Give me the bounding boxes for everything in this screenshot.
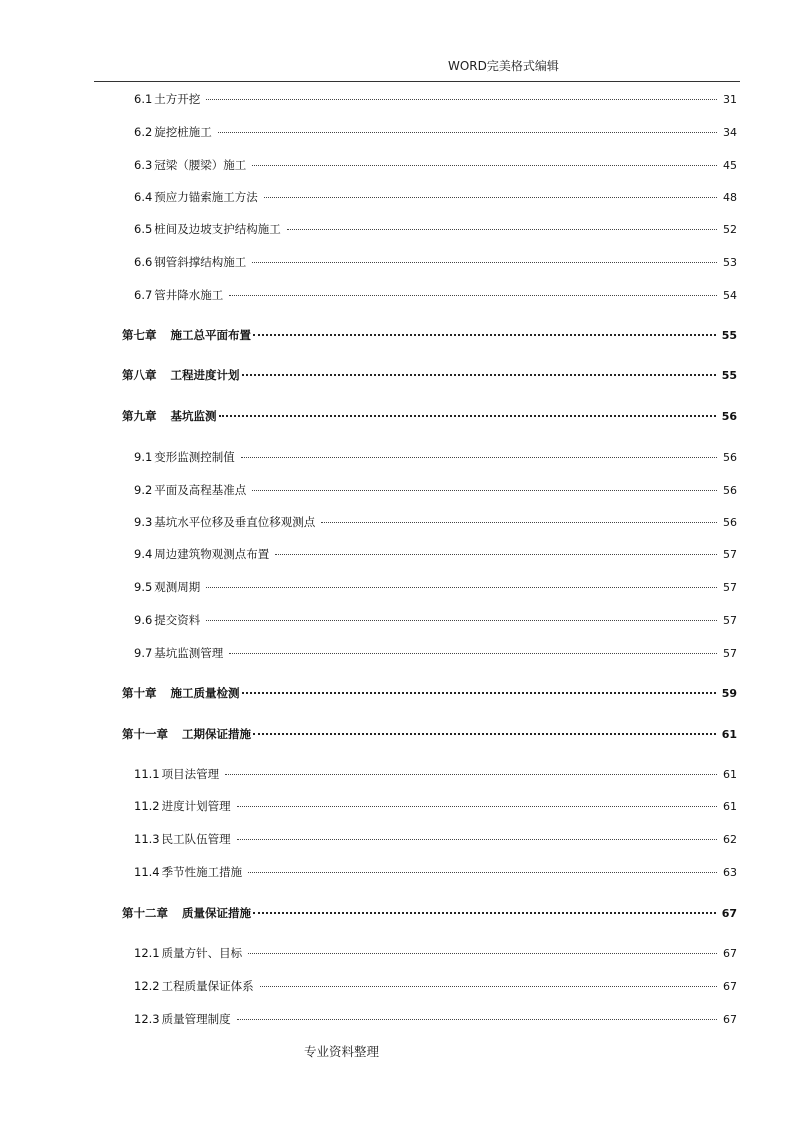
page-footer: 专业资料整理 [304, 1044, 380, 1059]
toc-page-number: 57 [723, 647, 737, 660]
toc-page-number: 62 [723, 833, 737, 846]
toc-entry-number: 11.2 [134, 799, 160, 813]
toc-page-number: 67 [721, 907, 737, 920]
toc-entry-title: 冠梁（腰梁）施工 [154, 158, 247, 172]
toc-page-number: 67 [723, 980, 737, 993]
toc-entry-title: 旋挖桩施工 [154, 125, 212, 139]
toc-entry-number: 第九章 [122, 409, 157, 423]
toc-page-number: 55 [721, 369, 737, 382]
toc-section-entry[interactable] [134, 286, 737, 304]
toc-page-number: 57 [723, 614, 737, 627]
toc-section-entry[interactable] [134, 977, 737, 995]
toc-entry-title: 工程进度计划 [170, 368, 240, 382]
toc-section-entry[interactable] [134, 220, 737, 238]
toc-page-number: 48 [723, 191, 737, 204]
toc-entry-title: 季节性施工措施 [161, 865, 243, 879]
toc-dot-leader [218, 132, 717, 133]
toc-entry-title: 质量管理制度 [161, 1012, 231, 1026]
toc-chapter-entry[interactable] [122, 725, 737, 743]
toc-entry-title: 施工总平面布置 [170, 328, 251, 342]
toc-dot-leader [253, 334, 716, 336]
toc-dot-leader [237, 1019, 717, 1020]
toc-section-entry[interactable] [134, 830, 737, 848]
toc-section-entry[interactable] [134, 797, 737, 815]
toc-chapter-entry[interactable] [122, 326, 737, 344]
toc-page-number: 45 [723, 159, 737, 172]
toc-dot-leader [248, 872, 717, 873]
toc-entry-title: 基坑监测管理 [154, 646, 224, 660]
toc-entry-title: 桩间及边坡支护结构施工 [154, 222, 281, 236]
toc-section-entry[interactable] [134, 123, 737, 141]
toc-entry-number: 11.4 [134, 865, 160, 879]
toc-page-number: 56 [723, 451, 737, 464]
toc-entry-number: 12.2 [134, 979, 160, 993]
toc-dot-leader [206, 99, 717, 100]
toc-chapter-entry[interactable] [122, 684, 737, 702]
toc-entry-number: 6.2 [134, 125, 153, 139]
toc-page-number: 34 [723, 126, 737, 139]
toc-section-entry[interactable] [134, 253, 737, 271]
toc-dot-leader [229, 295, 717, 296]
toc-page-number: 61 [723, 768, 737, 781]
toc-section-entry[interactable] [134, 513, 737, 531]
toc-section-entry[interactable] [134, 611, 737, 629]
toc-entry-number: 9.2 [134, 483, 153, 497]
toc-entry-number: 第十二章 [122, 906, 168, 920]
toc-entry-title: 观测周期 [154, 580, 201, 594]
toc-entry-title: 提交资料 [154, 613, 201, 627]
toc-entry-title: 钢管斜撑结构施工 [154, 255, 247, 269]
toc-dot-leader [252, 262, 717, 263]
toc-entry-number: 第十一章 [122, 727, 168, 741]
toc-dot-leader [253, 733, 716, 735]
toc-entry-number: 第八章 [122, 368, 157, 382]
toc-entry-number: 12.3 [134, 1012, 160, 1026]
toc-section-entry[interactable] [134, 944, 737, 962]
toc-section-entry[interactable] [134, 481, 737, 499]
toc-dot-leader [229, 653, 717, 654]
toc-entry-title: 基坑水平位移及垂直位移观测点 [154, 515, 316, 529]
toc-dot-leader [248, 953, 717, 954]
toc-entry-number: 6.4 [134, 190, 153, 204]
toc-section-entry[interactable] [134, 863, 737, 881]
toc-entry-number: 6.5 [134, 222, 153, 236]
toc-entry-title: 项目法管理 [161, 767, 220, 781]
toc-dot-leader [206, 620, 717, 621]
toc-section-entry[interactable] [134, 1010, 737, 1028]
toc-section-entry[interactable] [134, 448, 737, 466]
toc-dot-leader [241, 457, 717, 458]
toc-entry-title: 民工队伍管理 [161, 832, 231, 846]
toc-dot-leader [275, 554, 717, 555]
toc-entry-title: 平面及高程基准点 [154, 483, 247, 497]
toc-entry-title: 进度计划管理 [161, 799, 231, 813]
toc-entry-number: 第十章 [122, 686, 157, 700]
toc-entry-number: 11.1 [134, 767, 160, 781]
toc-dot-leader [219, 415, 716, 417]
toc-entry-title: 预应力锚索施工方法 [154, 190, 258, 204]
toc-section-entry[interactable] [134, 156, 737, 174]
toc-entry-title: 工程质量保证体系 [161, 979, 254, 993]
toc-dot-leader [253, 912, 716, 914]
toc-chapter-entry[interactable] [122, 366, 737, 384]
toc-entry-number: 9.1 [134, 450, 153, 464]
toc-dot-leader [260, 986, 717, 987]
toc-chapter-entry[interactable] [122, 904, 737, 922]
toc-section-entry[interactable] [134, 644, 737, 662]
toc-dot-leader [252, 165, 717, 166]
toc-entry-number: 6.1 [134, 92, 153, 106]
toc-page-number: 56 [723, 484, 737, 497]
toc-entry-number: 9.5 [134, 580, 153, 594]
toc-page-number: 67 [723, 947, 737, 960]
toc-entry-number: 9.6 [134, 613, 153, 627]
toc-dot-leader [242, 692, 716, 694]
toc-section-entry[interactable] [134, 90, 737, 108]
toc-page-number: 55 [721, 329, 737, 342]
toc-page-number: 54 [723, 289, 737, 302]
toc-page-number: 67 [723, 1013, 737, 1026]
toc-page-number: 52 [723, 223, 737, 236]
toc-page-number: 61 [723, 800, 737, 813]
toc-dot-leader [237, 806, 717, 807]
toc-page-number: 57 [723, 548, 737, 561]
toc-section-entry[interactable] [134, 188, 737, 206]
toc-entry-title: 施工质量检测 [170, 686, 240, 700]
toc-entry-number: 11.3 [134, 832, 160, 846]
toc-entry-title: 土方开挖 [154, 92, 201, 106]
toc-entry-title: 基坑监测 [170, 409, 217, 423]
toc-dot-leader [264, 197, 717, 198]
toc-page-number: 61 [721, 728, 737, 741]
toc-dot-leader [321, 522, 717, 523]
toc-entry-number: 6.6 [134, 255, 153, 269]
toc-dot-leader [206, 587, 717, 588]
page-header: WORD完美格式编辑 [448, 59, 559, 73]
toc-page-number: 56 [721, 410, 737, 423]
toc-page-number: 63 [723, 866, 737, 879]
toc-entry-number: 9.3 [134, 515, 153, 529]
toc-page-number: 31 [723, 93, 737, 106]
toc-dot-leader [225, 774, 717, 775]
toc-page-number: 59 [721, 687, 737, 700]
toc-page-number: 53 [723, 256, 737, 269]
toc-dot-leader [237, 839, 717, 840]
toc-entry-title: 变形监测控制值 [154, 450, 235, 464]
toc-page-number: 56 [723, 516, 737, 529]
toc-dot-leader [287, 229, 717, 230]
toc-page-number: 57 [723, 581, 737, 594]
toc-section-entry[interactable] [134, 545, 737, 563]
toc-entry-number: 6.3 [134, 158, 153, 172]
toc-entry-title: 质量保证措施 [182, 906, 251, 920]
toc-entry-number: 9.4 [134, 547, 153, 561]
toc-entry-number: 第七章 [122, 328, 157, 342]
toc-entry-title: 周边建筑物观测点布置 [154, 547, 270, 561]
toc-entry-number: 9.7 [134, 646, 153, 660]
toc-section-entry[interactable] [134, 765, 737, 783]
toc-entry-title: 管井降水施工 [154, 288, 224, 302]
toc-dot-leader [242, 374, 716, 376]
toc-chapter-entry[interactable] [122, 407, 737, 425]
toc-entry-title: 工期保证措施 [182, 727, 251, 741]
toc-dot-leader [252, 490, 717, 491]
toc-entry-number: 12.1 [134, 946, 160, 960]
toc-entry-number: 6.7 [134, 288, 153, 302]
toc-section-entry[interactable] [134, 578, 737, 596]
toc-entry-title: 质量方针、目标 [161, 946, 243, 960]
